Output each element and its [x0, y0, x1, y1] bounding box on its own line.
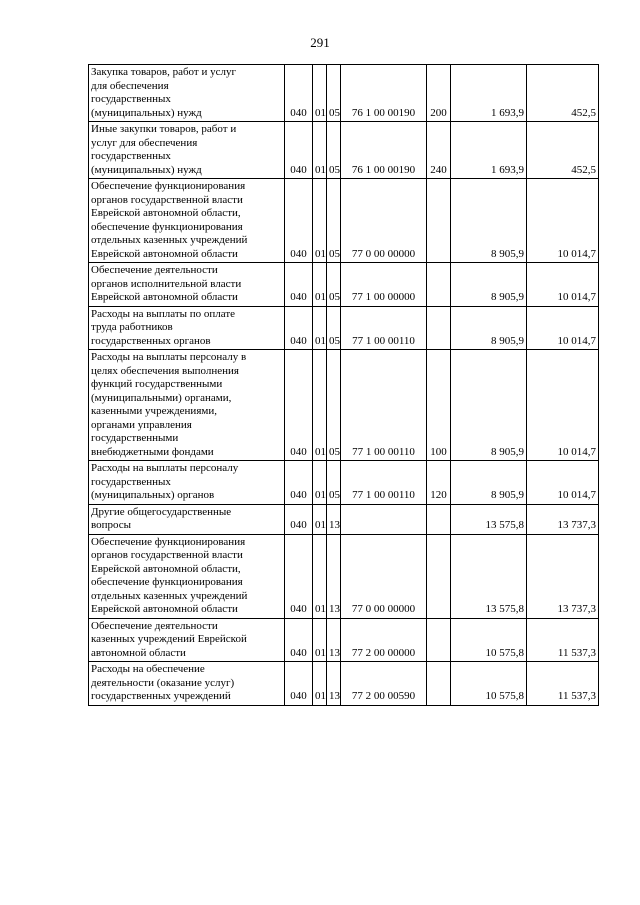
dept-code-cell: 040	[285, 618, 313, 662]
expense-type-cell: 120	[427, 461, 451, 505]
item-name-line: (муниципальных) органов	[91, 489, 215, 501]
item-name-cell	[89, 618, 285, 662]
target-article-cell: 77 1 00 00110	[341, 350, 427, 461]
item-name-line: Еврейской автономной области,	[91, 562, 241, 575]
target-article-cell: 77 2 00 00590	[341, 662, 427, 706]
target-article-cell: 77 1 00 00000	[341, 263, 427, 307]
amount-2-cell: 11 537,3	[527, 618, 599, 662]
item-name-cell	[89, 461, 285, 505]
item-name-line: обеспечение функционирования	[91, 576, 243, 588]
amount-1-cell: 8 905,9	[451, 350, 527, 461]
section-code-cell: 01	[313, 350, 327, 461]
dept-code-cell: 040	[285, 534, 313, 618]
item-name-line: Иные закупки товаров, работ и	[91, 123, 237, 135]
dept-code-cell: 040	[285, 662, 313, 706]
section-code-cell: 01	[313, 65, 327, 122]
item-name-cell	[89, 263, 285, 307]
section-code-cell: 01	[313, 306, 327, 350]
amount-2-cell: 10 014,7	[527, 263, 599, 307]
amount-1-cell: 10 575,8	[451, 662, 527, 706]
amount-2-cell: 452,5	[527, 65, 599, 122]
amount-1-cell: 1 693,9	[451, 122, 527, 179]
subsection-code-cell: 05	[327, 179, 341, 263]
item-name-line: Еврейской автономной области,	[91, 207, 241, 219]
amount-1-cell: 1 693,9	[451, 65, 527, 122]
dept-code-cell: 040	[285, 461, 313, 505]
subsection-code-cell: 05	[327, 350, 341, 461]
item-name-line: отдельных казенных учреждений	[91, 589, 248, 602]
item-name-line: обеспечение функционирования	[91, 220, 243, 233]
amount-2-cell: 10 014,7	[527, 350, 599, 461]
section-code-cell: 01	[313, 618, 327, 662]
item-name-cell	[89, 179, 285, 263]
item-name-line: (муниципальных) нужд	[91, 163, 202, 176]
item-name-line: для обеспечения	[91, 79, 169, 92]
amount-2-cell: 13 737,3	[527, 504, 599, 534]
item-name-cell	[89, 534, 285, 618]
item-name-line: государственных органов	[91, 334, 211, 347]
target-article-cell: 77 1 00 00110	[341, 306, 427, 350]
item-name-line: Еврейской автономной области	[91, 247, 238, 260]
item-name-line: (муниципальными) органами,	[91, 391, 232, 404]
section-code-cell: 01	[313, 179, 327, 263]
item-name-cell	[89, 662, 285, 706]
item-name-line: государственных	[91, 475, 171, 488]
amount-1-cell: 8 905,9	[451, 306, 527, 350]
item-name-line: государственных учреждений	[91, 690, 231, 702]
target-article-cell: 77 1 00 00110	[341, 461, 427, 505]
item-name-line: Обеспечение функционирования	[91, 180, 246, 192]
item-name-line: целях обеспечения выполнения	[91, 364, 239, 377]
expense-type-cell	[427, 534, 451, 618]
section-code-cell: 01	[313, 461, 327, 505]
item-name-line: Расходы на обеспечение	[91, 663, 205, 675]
dept-code-cell: 040	[285, 65, 313, 122]
item-name-line: Обеспечение деятельности	[91, 619, 218, 632]
subsection-code-cell: 05	[327, 65, 341, 122]
item-name-line: вопросы	[91, 519, 132, 531]
subsection-code-cell: 05	[327, 263, 341, 307]
subsection-code-cell: 05	[327, 306, 341, 350]
amount-1-cell: 8 905,9	[451, 263, 527, 307]
section-code-cell: 01	[313, 504, 327, 534]
item-name-line: функций государственными	[91, 378, 223, 390]
item-name-line: автономной области	[91, 646, 186, 659]
amount-2-cell: 13 737,3	[527, 534, 599, 618]
table-row	[89, 350, 599, 461]
expense-type-cell	[427, 662, 451, 706]
expense-type-cell: 200	[427, 65, 451, 122]
subsection-code-cell: 13	[327, 662, 341, 706]
item-name-line: внебюджетными фондами	[91, 445, 214, 458]
table-row	[89, 306, 599, 350]
item-name-line: Обеспечение функционирования	[91, 535, 246, 548]
item-name-line: отдельных казенных учреждений	[91, 234, 248, 246]
table-row	[89, 122, 599, 179]
amount-2-cell: 11 537,3	[527, 662, 599, 706]
expense-type-cell	[427, 263, 451, 307]
subsection-code-cell: 05	[327, 122, 341, 179]
dept-code-cell: 040	[285, 306, 313, 350]
item-name-line: государственных	[91, 93, 171, 105]
target-article-cell: 77 2 00 00000	[341, 618, 427, 662]
dept-code-cell: 040	[285, 504, 313, 534]
amount-2-cell: 10 014,7	[527, 179, 599, 263]
expense-type-cell	[427, 504, 451, 534]
item-name-cell	[89, 306, 285, 350]
expense-type-cell	[427, 618, 451, 662]
item-name-line: Расходы на выплаты персоналу	[91, 462, 239, 474]
item-name-line: труда работников	[91, 321, 173, 333]
item-name-cell	[89, 350, 285, 461]
item-name-line: Расходы на выплаты по оплате	[91, 307, 236, 320]
section-code-cell: 01	[313, 263, 327, 307]
table-row	[89, 179, 599, 263]
table-row	[89, 534, 599, 618]
dept-code-cell: 040	[285, 122, 313, 179]
item-name-line: (муниципальных) нужд	[91, 106, 202, 119]
table-row	[89, 618, 599, 662]
expense-type-cell	[427, 306, 451, 350]
dept-code-cell: 040	[285, 179, 313, 263]
budget-table	[88, 64, 599, 706]
target-article-cell: 76 1 00 00190	[341, 65, 427, 122]
amount-2-cell: 452,5	[527, 122, 599, 179]
target-article-cell	[341, 504, 427, 534]
item-name-line: органов исполнительной власти	[91, 277, 242, 290]
amount-1-cell: 8 905,9	[451, 179, 527, 263]
table-row	[89, 504, 599, 534]
item-name-cell	[89, 65, 285, 122]
item-name-line: органов государственной власти	[91, 193, 243, 206]
item-name-cell	[89, 122, 285, 179]
section-code-cell: 01	[313, 534, 327, 618]
page-number: 291	[310, 35, 330, 50]
amount-1-cell: 13 575,8	[451, 504, 527, 534]
amount-2-cell: 10 014,7	[527, 306, 599, 350]
item-name-line: Еврейской автономной области	[91, 291, 238, 303]
item-name-line: услуг для обеспечения	[91, 136, 198, 149]
target-article-cell: 76 1 00 00190	[341, 122, 427, 179]
expense-type-cell: 240	[427, 122, 451, 179]
amount-1-cell: 8 905,9	[451, 461, 527, 505]
amount-1-cell: 13 575,8	[451, 534, 527, 618]
dept-code-cell: 040	[285, 350, 313, 461]
item-name-line: Расходы на выплаты персоналу в	[91, 351, 247, 363]
item-name-line: Обеспечение деятельности	[91, 264, 218, 276]
item-name-line: Еврейской автономной области	[91, 603, 238, 615]
item-name-line: государственных	[91, 150, 171, 162]
table-row	[89, 263, 599, 307]
expense-type-cell: 100	[427, 350, 451, 461]
table-row	[89, 662, 599, 706]
subsection-code-cell: 13	[327, 504, 341, 534]
item-name-cell	[89, 504, 285, 534]
subsection-code-cell: 13	[327, 534, 341, 618]
section-code-cell: 01	[313, 122, 327, 179]
item-name-line: государственными	[91, 432, 179, 444]
target-article-cell: 77 0 00 00000	[341, 179, 427, 263]
amount-1-cell: 10 575,8	[451, 618, 527, 662]
dept-code-cell: 040	[285, 263, 313, 307]
item-name-line: органов государственной власти	[91, 549, 243, 561]
item-name-line: Закупка товаров, работ и услуг	[91, 66, 236, 78]
table-row	[89, 461, 599, 505]
item-name-line: Другие общегосударственные	[91, 505, 232, 518]
table-row	[89, 65, 599, 122]
item-name-line: казенными учреждениями,	[91, 405, 217, 417]
target-article-cell: 77 0 00 00000	[341, 534, 427, 618]
subsection-code-cell: 13	[327, 618, 341, 662]
amount-2-cell: 10 014,7	[527, 461, 599, 505]
section-code-cell: 01	[313, 662, 327, 706]
item-name-line: казенных учреждений Еврейской	[91, 633, 247, 645]
subsection-code-cell: 05	[327, 461, 341, 505]
item-name-line: деятельности (оказание услуг)	[91, 676, 235, 689]
item-name-line: органами управления	[91, 418, 192, 431]
expense-type-cell	[427, 179, 451, 263]
